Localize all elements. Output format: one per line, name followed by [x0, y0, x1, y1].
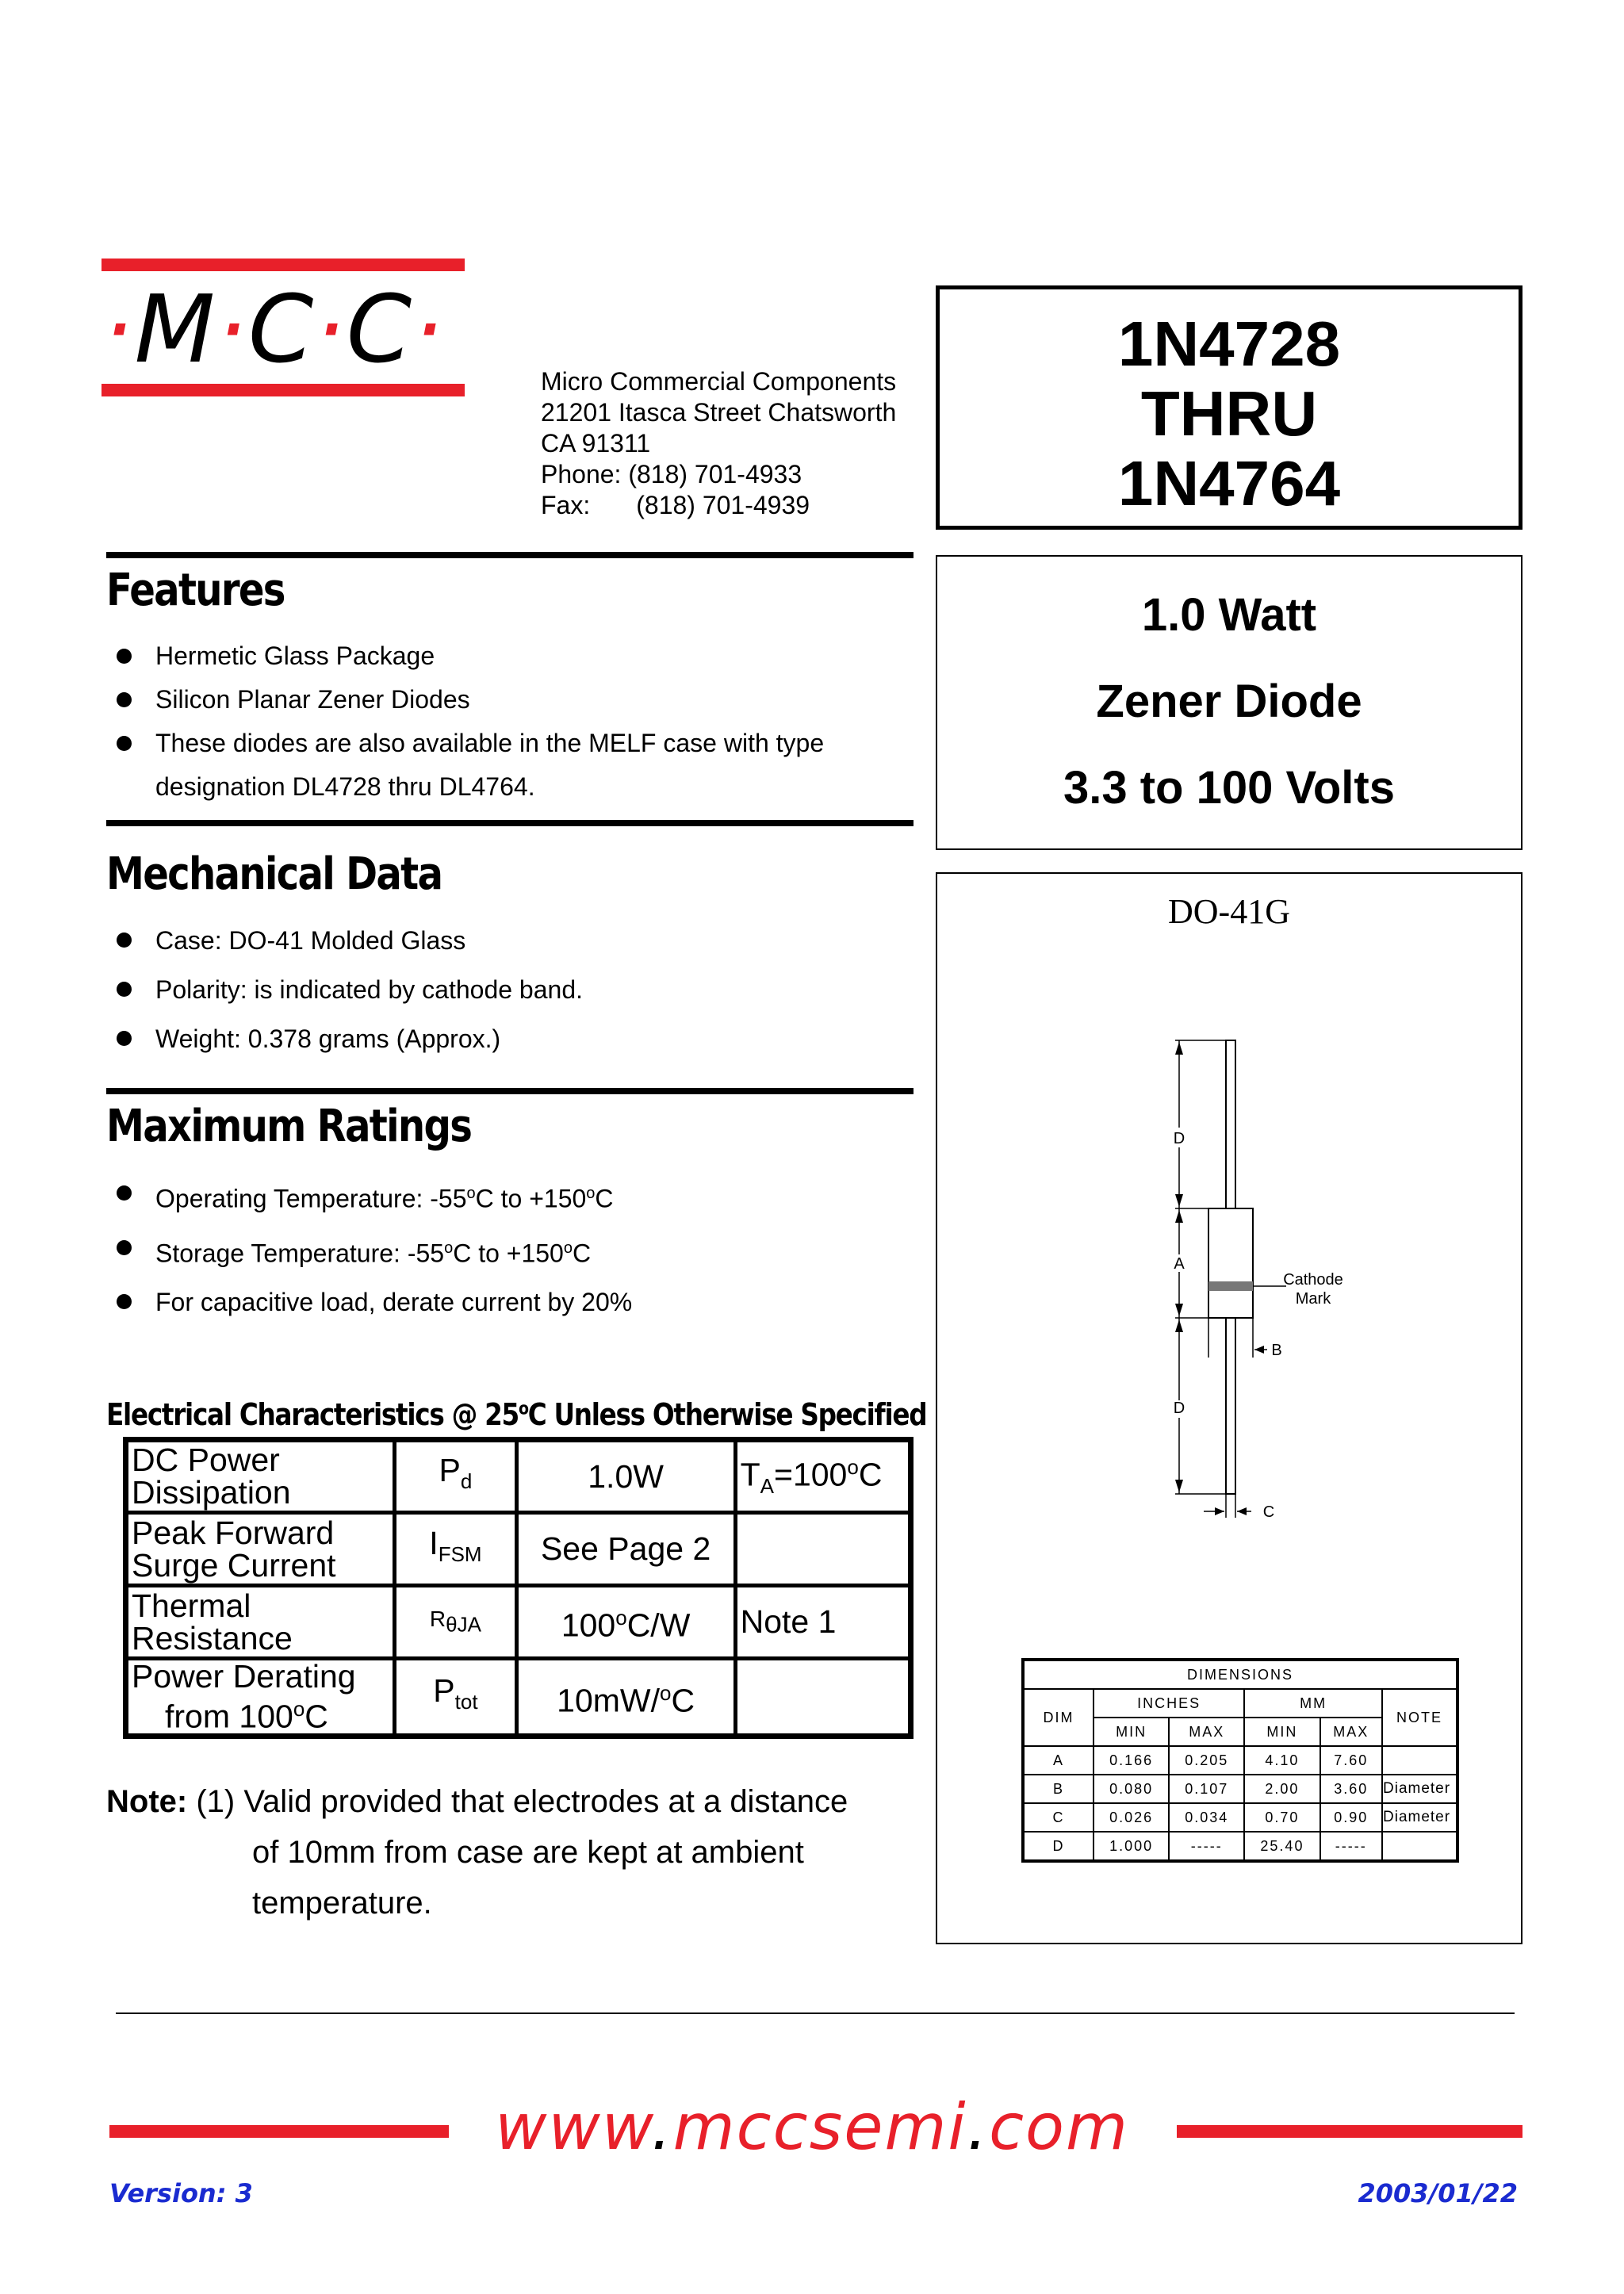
part-number-thru: THRU — [1140, 378, 1318, 449]
dimensions-title: DIMENSIONS — [1023, 1660, 1457, 1689]
voltage-range: 3.3 to 100 Volts — [1063, 762, 1395, 814]
diode-top-lead — [1226, 1040, 1235, 1208]
features-title: Features — [106, 565, 285, 616]
note-line-2: of 10mm from case are kept at ambient — [252, 1835, 804, 1870]
logo-bottom-bar — [102, 384, 465, 396]
mm-max-header: MAX — [1320, 1718, 1382, 1746]
company-info — [541, 366, 896, 521]
inches-max-header: MAX — [1169, 1718, 1244, 1746]
description-box — [936, 555, 1522, 850]
note-header: NOTE — [1382, 1689, 1457, 1746]
dim-label-b: B — [1271, 1342, 1282, 1359]
company-phone: Phone: (818) 701-4933 — [541, 460, 802, 488]
dimensions-table — [1021, 1658, 1459, 1863]
diode-bottom-lead — [1226, 1318, 1235, 1494]
table-row: B 0.080 0.107 2.00 3.60 Diameter — [1023, 1775, 1457, 1803]
part-number-start: 1N4728 — [1117, 308, 1341, 379]
diode-body — [1208, 1208, 1253, 1318]
version-label: Version: 3 — [109, 2178, 253, 2208]
dim-label-c: C — [1262, 1503, 1275, 1521]
list-item: Case: DO-41 Molded Glass — [111, 916, 583, 965]
device-type: Zener Diode — [1096, 676, 1362, 727]
logo-top-bar — [102, 259, 465, 271]
list-item: Weight: 0.378 grams (Approx.) — [111, 1014, 583, 1063]
features-list — [111, 634, 824, 809]
power-rating: 1.0 Watt — [1141, 589, 1317, 641]
list-item: Storage Temperature: -55$^o$C to $+150^oC$ — [111, 1224, 632, 1278]
part-number-box — [936, 285, 1522, 530]
table-row: C 0.026 0.034 0.70 0.90 Diameter — [1023, 1803, 1457, 1832]
table-row: Peak Forward Surge Current $I_{FSM}$ See Page 2 — [126, 1513, 911, 1586]
electrical-title: Electrical Characteristics @ 25$^o$C Unless Otherwise Specified — [106, 1397, 927, 1432]
table-row: D 1.000 ----- 25.40 ----- — [1023, 1832, 1457, 1861]
ratings-list — [111, 1169, 632, 1327]
ratings-title: Maximum Ratings — [106, 1101, 472, 1152]
company-name: Micro Commercial Components — [541, 367, 897, 396]
note-line-3: temperature. — [252, 1886, 432, 1921]
company-address-1: 21201 Itasca Street Chatsworth — [541, 398, 897, 427]
cathode-label-1: Cathode — [1283, 1271, 1343, 1289]
list-item: For capacitive load, derate current by 20% — [111, 1277, 632, 1327]
table-row: A 0.166 0.205 4.10 7.60 — [1023, 1746, 1457, 1775]
inches-min-header: MIN — [1094, 1718, 1169, 1746]
company-address-2: CA 91311 — [541, 429, 651, 458]
cathode-band — [1208, 1281, 1253, 1291]
mcc-logo: ·M·C·C· — [103, 274, 445, 384]
dim-label-d-top: D — [1173, 1130, 1185, 1147]
cathode-label-2: Mark — [1295, 1290, 1331, 1308]
mm-min-header: MIN — [1244, 1718, 1320, 1746]
dim-label-d-bottom: D — [1173, 1400, 1185, 1417]
note-block — [106, 1776, 848, 1928]
list-item: Operating Temperature: -55$^o$C to $+150^oC$ — [111, 1169, 632, 1224]
list-item: Silicon Planar Zener Diodes — [111, 678, 824, 722]
mechanical-rule — [106, 820, 914, 826]
list-item: Hermetic Glass Package — [111, 634, 824, 678]
mm-header: MM — [1244, 1689, 1382, 1718]
part-number-end: 1N4764 — [1117, 448, 1341, 519]
ratings-rule — [106, 1088, 914, 1094]
inches-header: INCHES — [1094, 1689, 1244, 1718]
table-row: Power Derating from 100$^o$C $P_{tot}$ 10mW/$^o$C — [126, 1659, 911, 1737]
list-item: Polarity: is indicated by cathode band. — [111, 965, 583, 1014]
mechanical-list — [111, 916, 583, 1063]
mechanical-title: Mechanical Data — [106, 848, 442, 900]
note-line-1: (1) Valid provided that electrodes at a distance — [196, 1784, 848, 1819]
date-label: 2003/01/22 — [1358, 2178, 1518, 2208]
note-label: Note: — [106, 1784, 188, 1819]
dim-label-a: A — [1174, 1255, 1185, 1273]
dim-header: DIM — [1023, 1689, 1094, 1746]
electrical-characteristics-table — [123, 1437, 914, 1739]
company-fax: Fax: (818) 701-4939 — [541, 491, 810, 519]
table-row: Thermal Resistance $R_{\theta JA}$ 100$^o$C/W Note 1 — [126, 1586, 911, 1659]
package-name: DO-41G — [1168, 892, 1290, 931]
features-rule — [106, 552, 914, 558]
table-row: DC Power Dissipation $P_d$ 1.0W $T_A=100^oC$ — [126, 1440, 911, 1513]
list-item: designation DL4728 thru DL4764. — [155, 772, 535, 801]
diode-outline-diagram — [937, 874, 1521, 1667]
footer-divider — [116, 2013, 1515, 2014]
list-item: These diodes are also available in the MELF case with type — [111, 722, 824, 765]
website-link[interactable]: www.mccsemi.com — [495, 2090, 1129, 2164]
